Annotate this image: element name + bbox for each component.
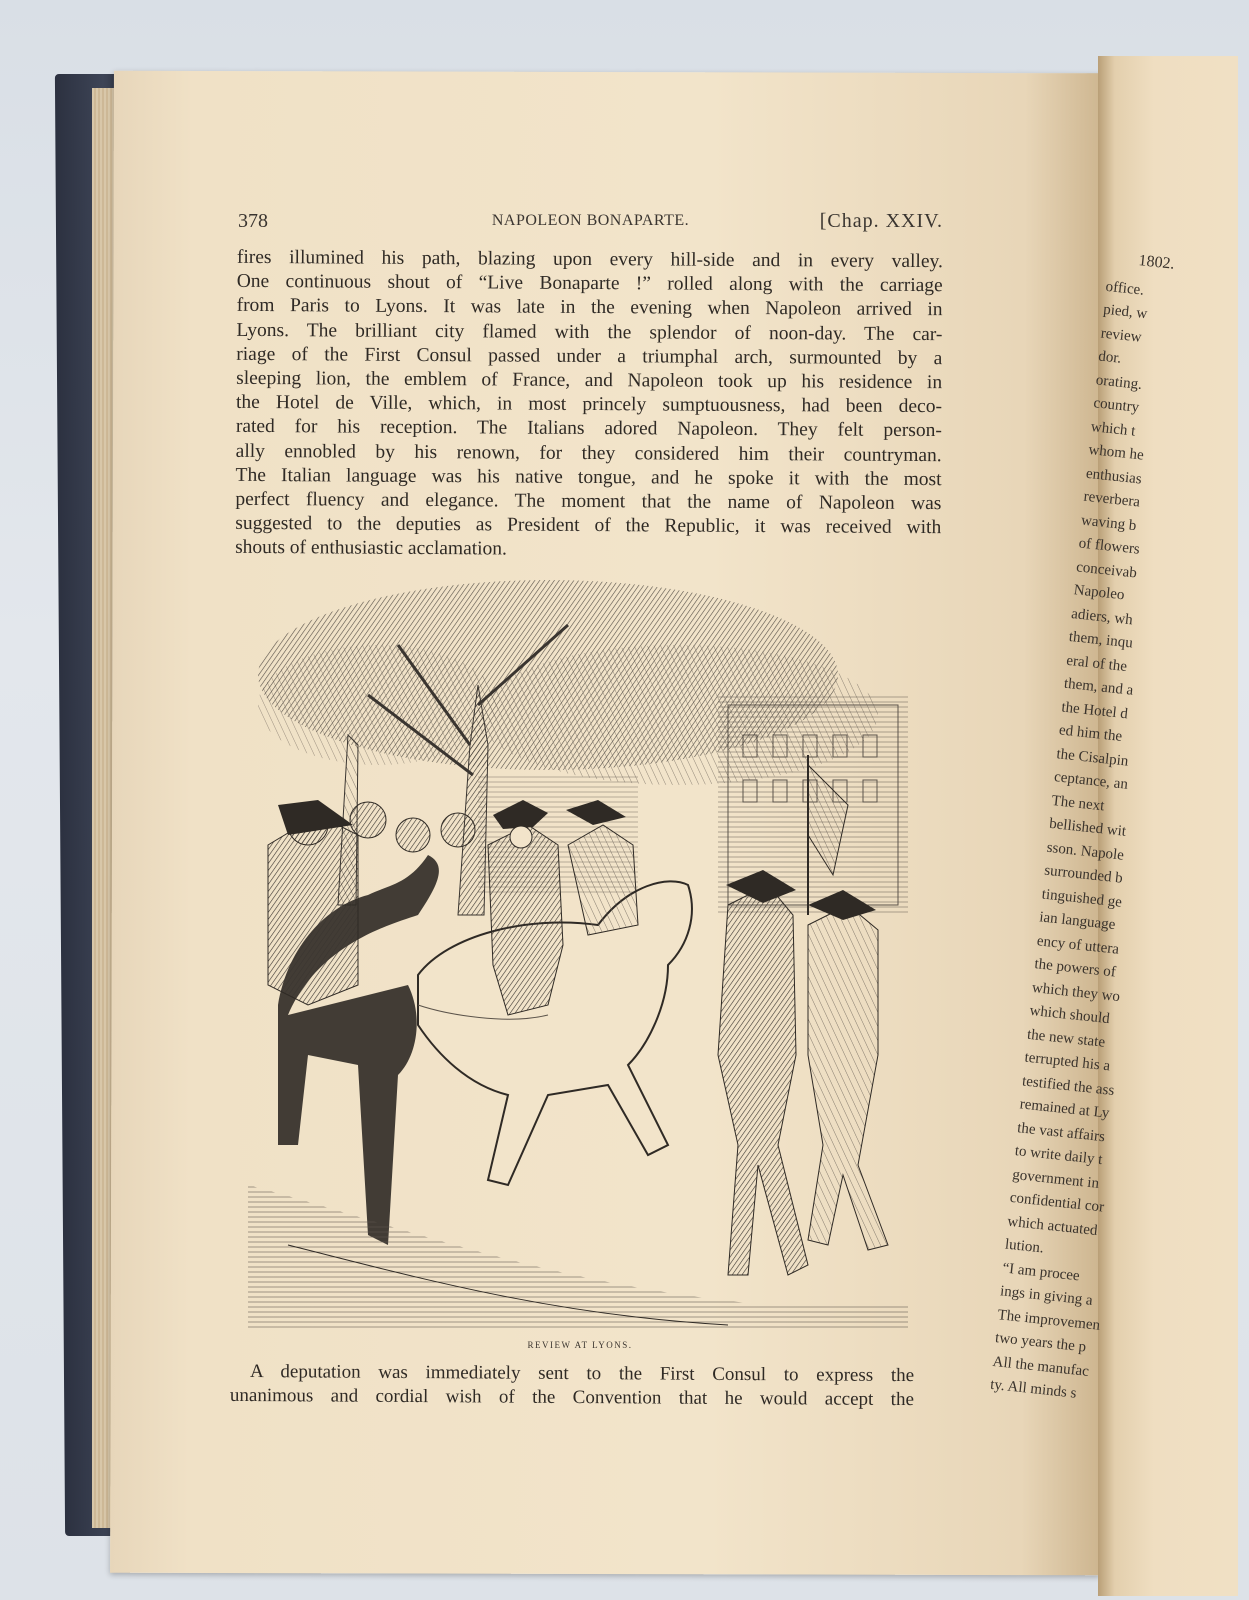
text-line: from Paris to Lyons. It was late in the evening when Napoleon arrived in xyxy=(236,295,943,321)
text-line: The Italian language was his native tongue, and he spoke it with the most xyxy=(235,464,942,490)
text-line: bellished wit xyxy=(1048,815,1127,840)
text-line: which should xyxy=(1028,1002,1111,1028)
text-line: conceivab xyxy=(1075,558,1138,582)
text-line: two years the p xyxy=(994,1330,1087,1356)
text-line: which actuated xyxy=(1006,1213,1099,1239)
text-line: confidential cor xyxy=(1009,1189,1105,1216)
engraving-illustration xyxy=(248,585,908,1330)
text-line: lution. xyxy=(1004,1236,1045,1257)
text-line: terrupted his a xyxy=(1023,1049,1111,1075)
text-line: ceptance, an xyxy=(1053,769,1129,793)
text-line: review xyxy=(1100,325,1143,346)
page-number: 378 xyxy=(238,210,268,232)
chapter-label: [Chap. XXIV. xyxy=(819,210,943,232)
text-line: remained at Ly xyxy=(1018,1096,1111,1122)
text-line: ty. All minds s xyxy=(989,1376,1078,1402)
text-line: shouts of enthusiastic acclamation. xyxy=(235,537,508,560)
text-line: which they wo xyxy=(1031,979,1121,1005)
text-line: ally ennobled by his renown, for they considered him their countryman. xyxy=(235,440,942,466)
text-line: A deputation was immediately sent to the First Consul to express the xyxy=(250,1361,915,1387)
text-line: The next xyxy=(1050,792,1106,814)
text-line: to write daily t xyxy=(1014,1143,1104,1169)
text-line: The improvemen xyxy=(996,1306,1101,1334)
text-line: them, inqu xyxy=(1068,628,1134,652)
right-running-head: 1802. xyxy=(1137,252,1176,273)
text-line: pied, w xyxy=(1102,301,1149,323)
text-line: surrounded b xyxy=(1043,862,1124,887)
text-line: “I am procee xyxy=(1001,1259,1081,1284)
text-line: waving b xyxy=(1080,512,1138,534)
text-line: ings in giving a xyxy=(999,1283,1094,1309)
text-line: the Cisalpin xyxy=(1055,745,1130,770)
text-line: dor. xyxy=(1097,348,1123,367)
text-line: which t xyxy=(1090,418,1137,440)
text-line: the powers of xyxy=(1033,956,1117,981)
text-line: government in xyxy=(1011,1166,1100,1192)
text-line: suggested to the deputies as President of the Republic, it was received with xyxy=(235,513,942,539)
text-line: eral of the xyxy=(1065,652,1128,675)
text-line: rated for his reception. The Italians adored Napoleon. They felt person- xyxy=(235,416,942,442)
text-line: sson. Napole xyxy=(1045,839,1125,864)
text-line: reverbera xyxy=(1082,488,1141,511)
illustration-caption: REVIEW AT LYONS. xyxy=(527,1340,633,1350)
text-line: enthusias xyxy=(1085,465,1143,488)
text-line: adiers, wh xyxy=(1070,605,1134,628)
text-line: unanimous and cordial wish of the Convention that he would accept the xyxy=(229,1384,914,1411)
running-head xyxy=(238,210,943,240)
running-title: NAPOLEON BONAPARTE. xyxy=(491,212,690,229)
text-line: fires illumined his path, blazing upon every hill-side and in every valley. xyxy=(236,246,943,273)
text-line: the Hotel d xyxy=(1060,699,1129,722)
text-line: of flowers xyxy=(1077,535,1141,558)
text-line: One continuous shout of “Live Bonaparte !” rolled along with the carriage xyxy=(236,271,943,297)
text-line: sleeping lion, the emblem of France, and Napoleon took up his residence in xyxy=(236,367,943,394)
text-line: perfect fluency and elegance. The moment that the name of Napoleon was xyxy=(235,488,942,515)
text-line: ed him the xyxy=(1058,722,1123,745)
text-line: Napoleo xyxy=(1072,582,1126,604)
text-line: ency of uttera xyxy=(1036,932,1120,958)
text-line: country xyxy=(1092,395,1140,416)
text-line: Lyons. The brilliant city flamed with the splendor of noon-day. The car- xyxy=(236,319,943,345)
text-line: the new state xyxy=(1026,1026,1106,1051)
text-line: whom he xyxy=(1087,441,1145,464)
text-line: All the manufac xyxy=(991,1353,1090,1380)
body-paragraph xyxy=(235,246,943,565)
text-line: them, and a xyxy=(1063,675,1135,699)
text-line: the vast affairs xyxy=(1016,1119,1106,1145)
text-line: riage of the First Consul passed under a triumphal arch, surmounted by a xyxy=(236,343,943,369)
text-line: orating. xyxy=(1095,371,1143,393)
text-line: ian language xyxy=(1038,909,1117,934)
text-line: the Hotel de Ville, which, in most princely sumptuousness, had been deco- xyxy=(235,392,943,418)
text-line: office. xyxy=(1104,278,1145,299)
bottom-paragraph xyxy=(230,1360,914,1412)
text-line: tinguished ge xyxy=(1041,885,1123,911)
right-page xyxy=(989,56,1238,1596)
text-line: testified the ass xyxy=(1021,1072,1116,1099)
